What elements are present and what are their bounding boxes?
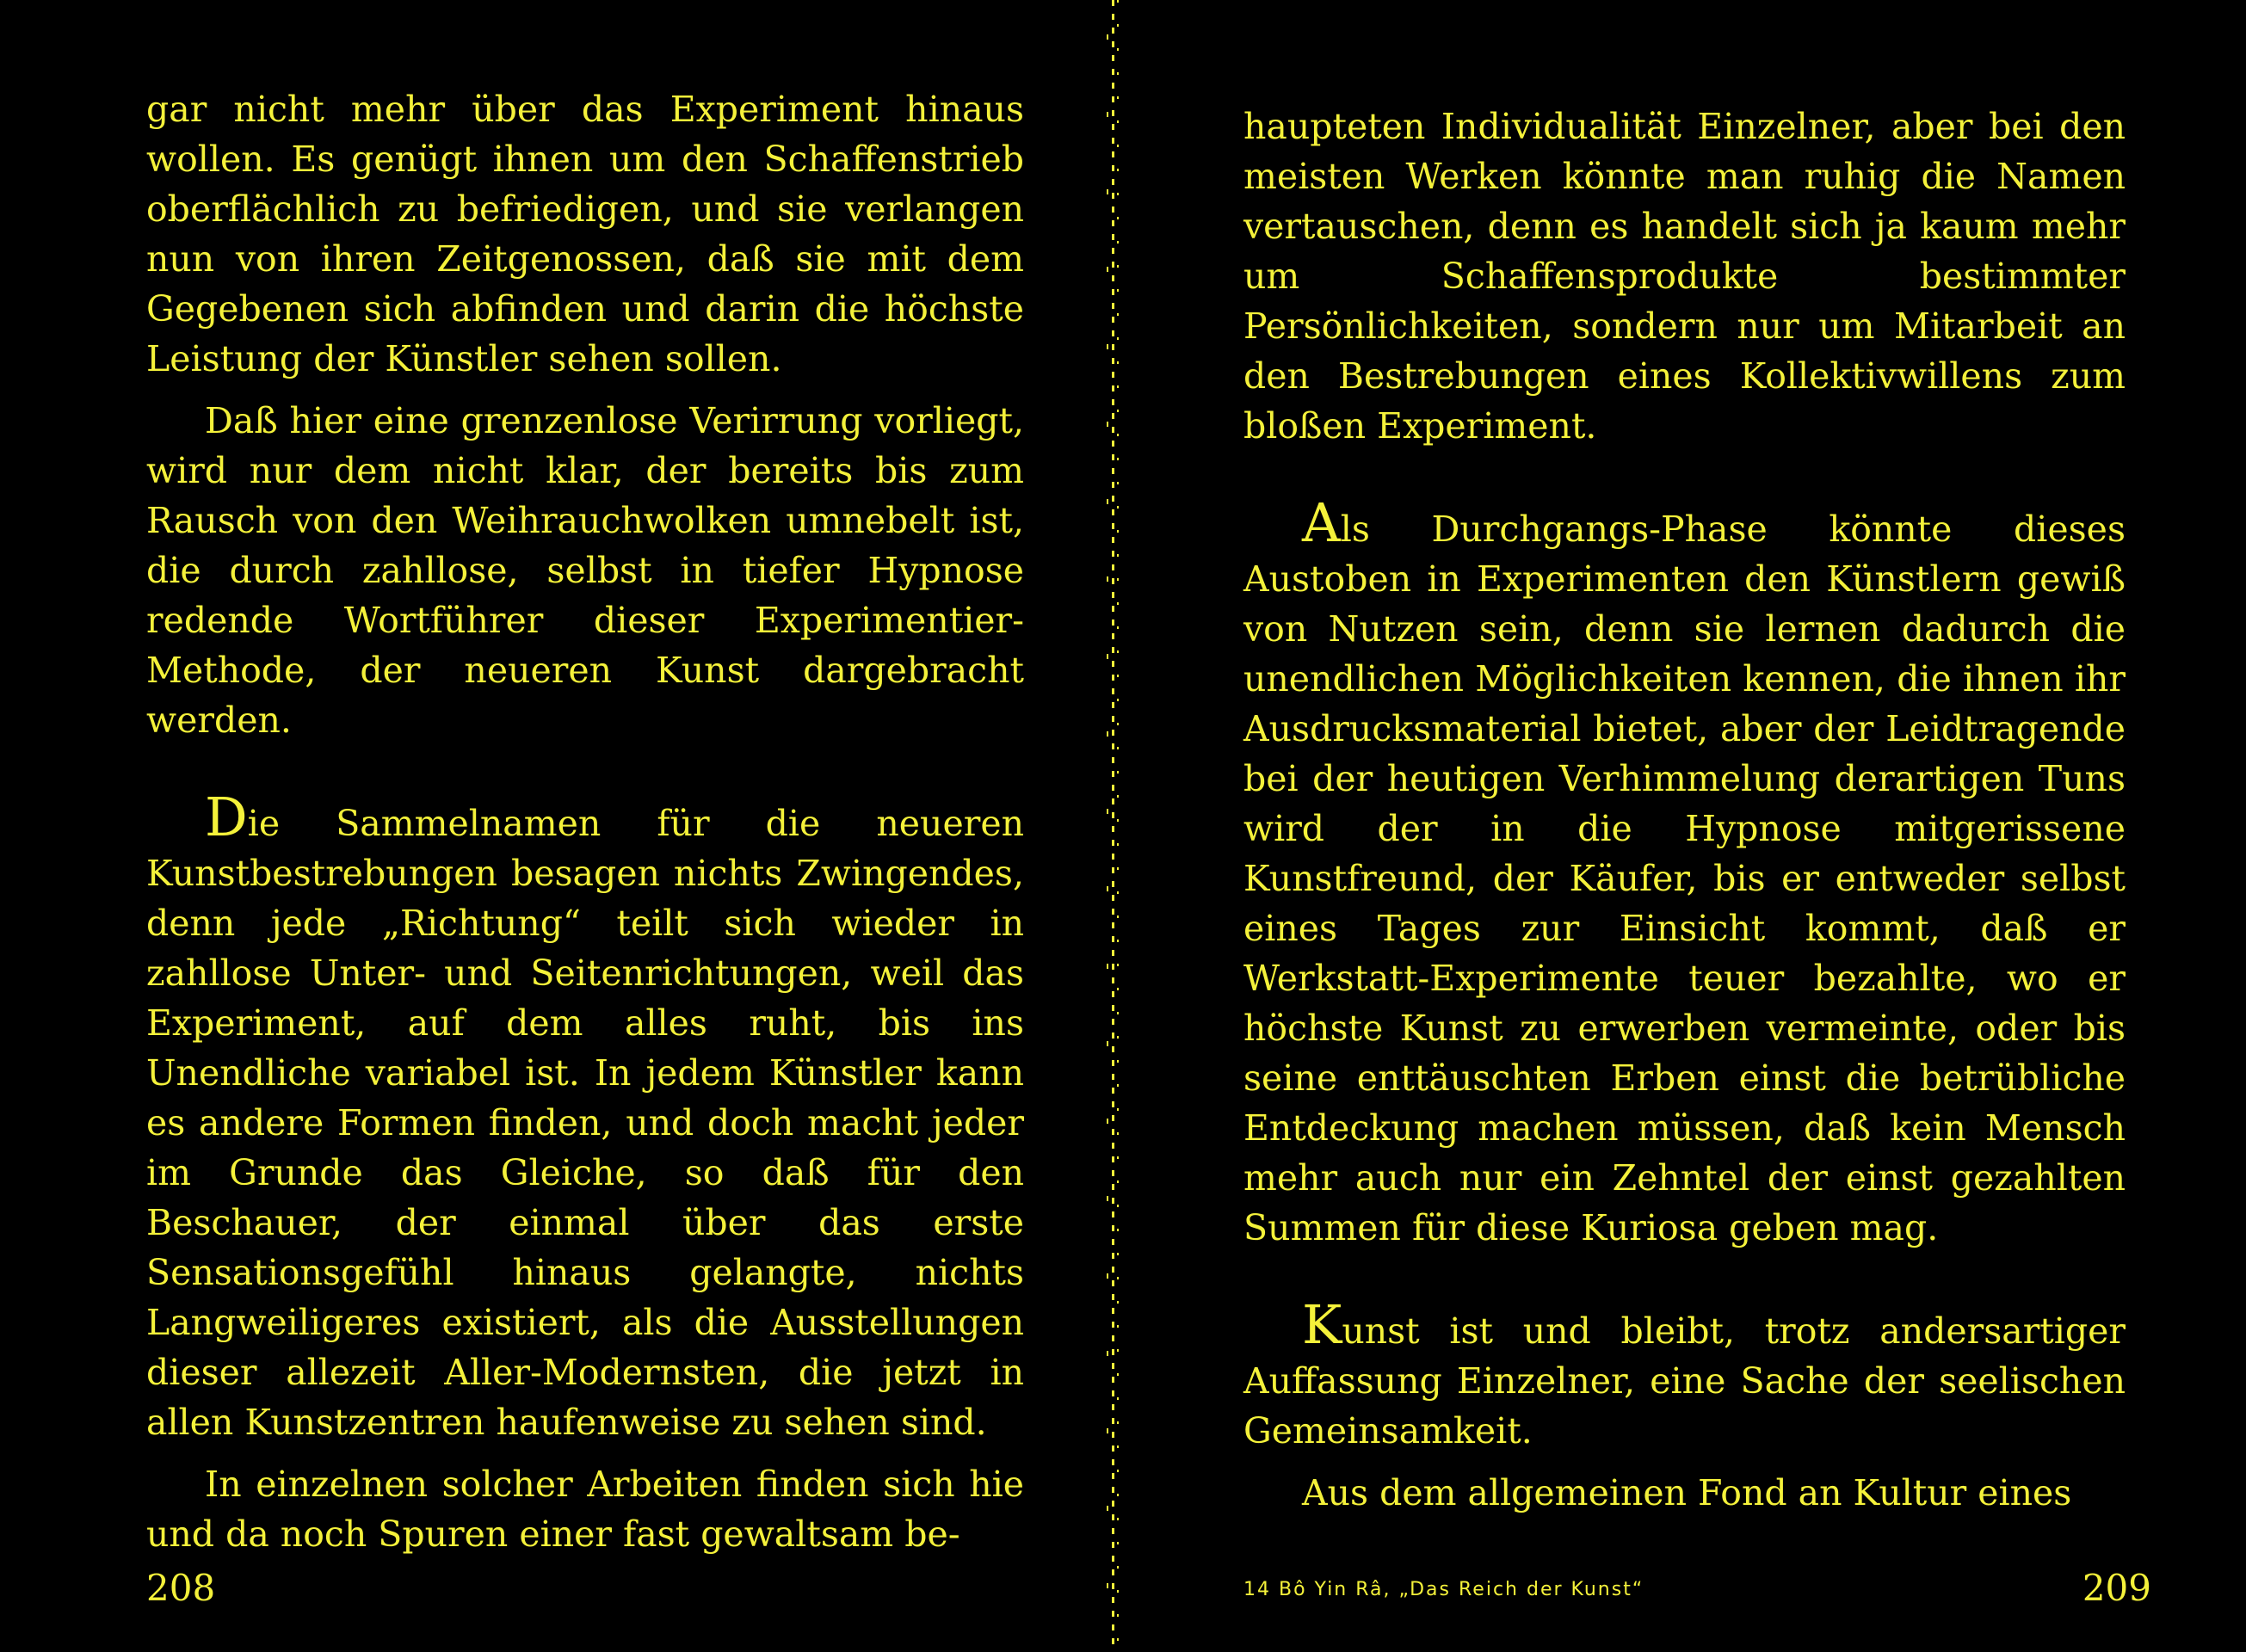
- right-paragraph-2: [1243, 491, 2126, 1253]
- right-paragraph-2-text: ls Durchgangs-Phase könnte dieses Austoben in Experimenten den Künstlern gewiß von Nutzen sein, denn sie lernen dadurch die unendlichen Möglichkeiten kennen, die ihnen ihr Ausdrucksmaterial bietet, aber der Leidtragende bei der heutigen Verhimmelung derartigen Tuns wird der in die Hypnose mitgerissene Kunstfreund, der Käufer, bis er entweder selbst eines Tages zur Einsicht kommt, daß er Werkstatt-Experimente teuer bezahlte, wo er höchste Kunst zu erwerben vermeinte, oder bis seine enttäuschten Erben einst die betrübliche Entdeckung machen müssen, daß kein Mensch mehr auch nur ein Zehntel der einst gezahlten Summen für diese Kuriosa geben mag.: [1243, 509, 2126, 1248]
- page-number-left: 208: [146, 1567, 216, 1609]
- right-paragraph-3: [1243, 1293, 2126, 1456]
- right-page: [1119, 0, 2246, 1652]
- left-text-column: [146, 84, 1024, 1559]
- drop-initial: A: [1302, 491, 1341, 554]
- left-paragraph-4: In einzelnen solcher Arbeiten finden sich hie und da noch Spuren einer fast gewaltsam be-: [146, 1464, 1024, 1555]
- left-page: [0, 0, 1110, 1652]
- right-paragraph-3-text: unst ist und bleibt, trotz andersartiger Auffassung Einzelner, eine Sache der seelischen Gemeinsamkeit.: [1243, 1310, 2126, 1452]
- drop-initial: K: [1302, 1293, 1342, 1356]
- left-paragraph-2: Daß hier eine grenzenlose Verirrung vorliegt, wird nur dem nicht klar, der bereits bis zum Rausch von den Weihrauchwolken umnebelt ist, die durch zahllose, selbst in tiefer Hypnose redende Wortführer dieser Experimentier-Methode, der neueren Kunst dargebracht werden.: [146, 400, 1024, 741]
- left-paragraph-3: [146, 786, 1024, 1447]
- left-paragraph-3-text: ie Sammelnamen für die neueren Kunstbestrebungen besagen nichts Zwingendes, denn jede „Richtung“ teilt sich wieder in zahllose Unter- und Seitenrichtungen, weil das Experiment, auf dem alles ruht, bis ins Unendliche variabel ist. In jedem Künstler kann es andere Formen finden, und doch macht jeder im Grunde das Gleiche, so daß für den Beschauer, der einmal über das erste Sensationsgefühl hinaus gelangte, nichts Langweiligeres existiert, als die Ausstellungen dieser allezeit Aller-Modernsten, die jetzt in allen Kunstzentren haufenweise zu sehen sind.: [146, 803, 1024, 1443]
- signature-line: 14 Bô Yin Râ, „Das Reich der Kunst“: [1243, 1579, 1644, 1600]
- right-paragraph-4: Aus dem allgemeinen Fond an Kultur eines: [1302, 1472, 2072, 1513]
- drop-initial: D: [205, 786, 248, 848]
- right-text-column: [1243, 102, 2126, 1518]
- left-paragraph-1: gar nicht mehr über das Experiment hinaus wollen. Es genügt ihnen um den Schaffenstrieb oberflächlich zu befriedigen, und sie verlangen nun von ihren Zeitgenossen, daß sie mit dem Gegebenen sich abfinden und darin die höchste Leistung der Künstler sehen sollen.: [146, 89, 1024, 379]
- page-number-right: 209: [2082, 1567, 2151, 1609]
- right-paragraph-1: haupteten Individualität Einzelner, aber bei den meisten Werken könnte man ruhig die Namen vertauschen, denn es handelt sich ja kaum mehr um Schaffensprodukte bestimmter Persönlichkeiten, sondern nur um Mitarbeit an den Bestrebungen eines Kollektivwillens zum bloßen Experiment.: [1243, 106, 2126, 447]
